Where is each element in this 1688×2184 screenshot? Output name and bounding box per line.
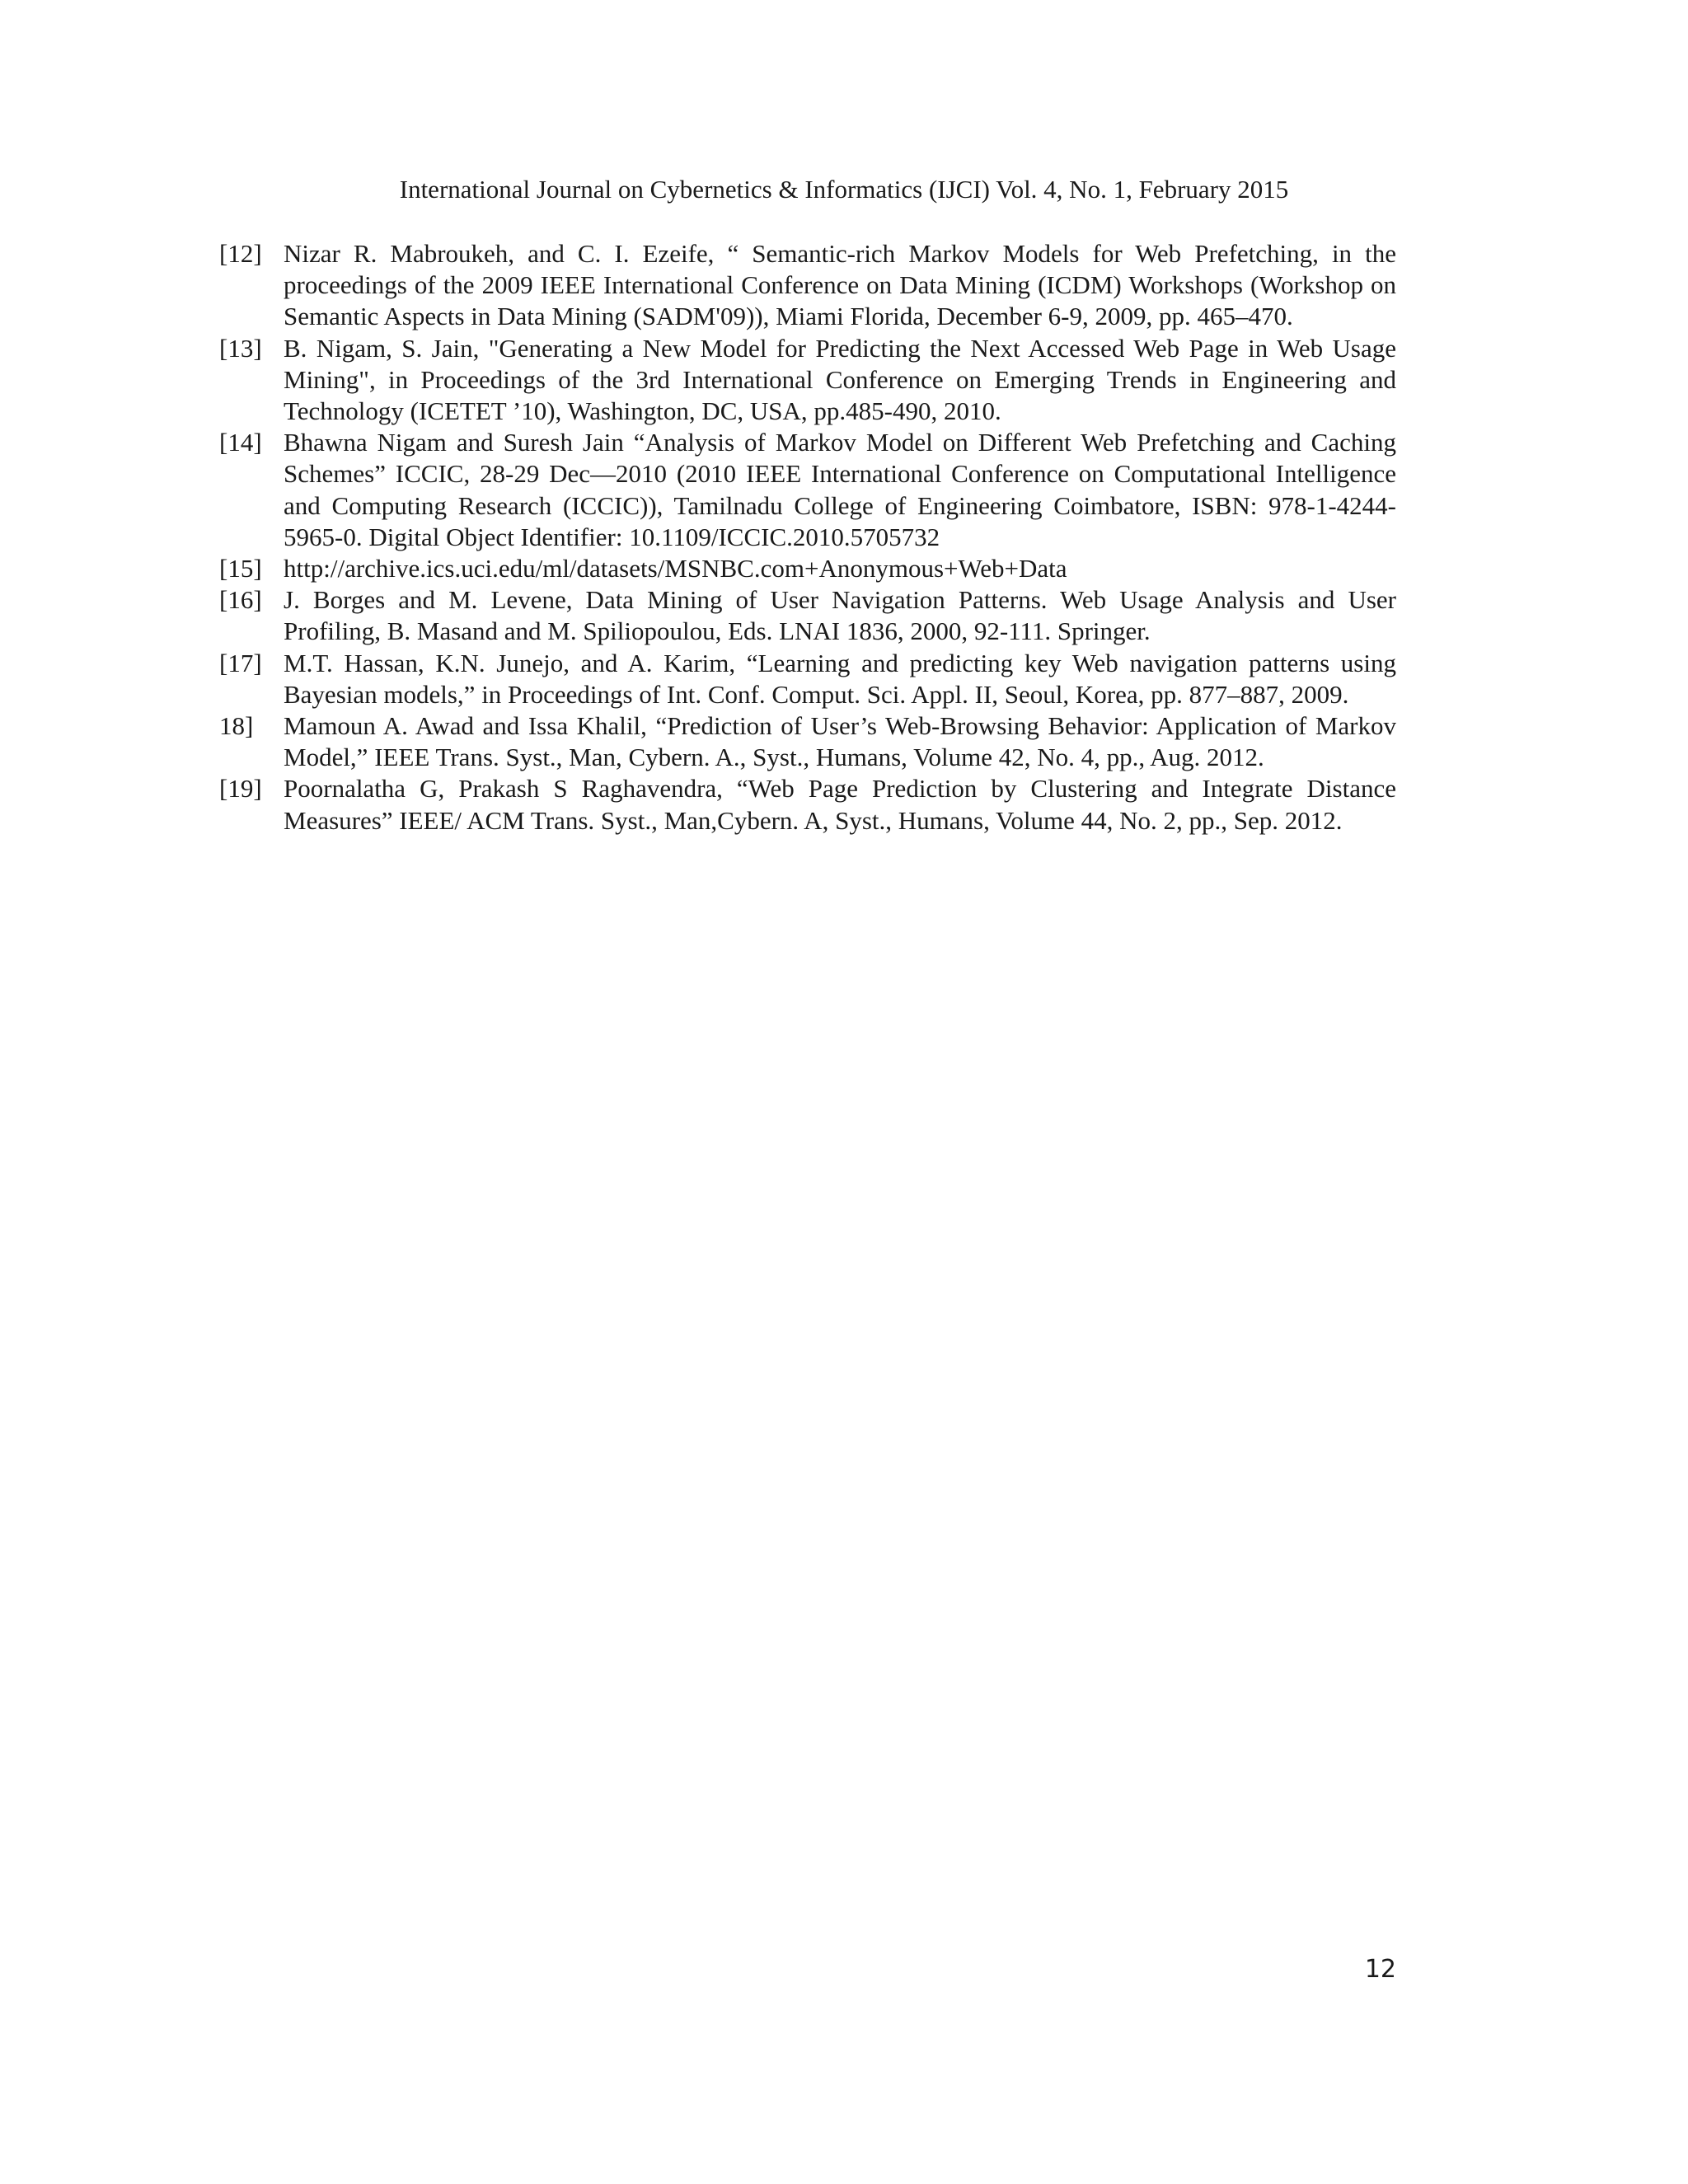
reference-text: M.T. Hassan, K.N. Junejo, and A. Karim, “Learning and predicting key Web navigation patterns using Bayesian models,” in Proceedings of Int. Conf. Comput. Sci. Appl. II, Seoul, Korea, pp. 877–887, 2009. <box>284 648 1396 709</box>
reference-item <box>219 427 1396 553</box>
reference-number: [19] <box>219 774 262 804</box>
reference-item <box>219 333 1396 428</box>
reference-number: [15] <box>219 554 262 583</box>
reference-text: Poornalatha G, Prakash S Raghavendra, “Web Page Prediction by Clustering and Integrate Distance Measures” IEEE/ ACM Trans. Syst., Man,Cybern. A, Syst., Humans, Volume 44, No. 2, pp., Sep. 2012. <box>284 774 1396 835</box>
reference-text: Mamoun A. Awad and Issa Khalil, “Prediction of User’s Web-Browsing Behavior: Application of Markov Model,” IEEE Trans. Syst., Man, Cybern. A., Syst., Humans, Volume 42, No. 4, pp., Aug. 2012. <box>284 711 1396 772</box>
reference-number: [17] <box>219 648 262 677</box>
reference-text: Nizar R. Mabroukeh, and C. I. Ezeife, “ Semantic-rich Markov Models for Web Prefetching, in the proceedings of the 2009 IEEE International Conference on Data Mining (ICDM) Workshops (Workshop on Semantic Aspects in Data Mining (SADM'09)), Miami Florida, December 6-9, 2009, pp. 465–470. <box>284 239 1396 331</box>
reference-url: http://archive.ics.uci.edu/ml/datasets/MSNBC.com+Anonymous+Web+Data <box>284 554 1067 583</box>
reference-list <box>219 238 1396 837</box>
reference-number: [13] <box>219 333 262 363</box>
reference-item <box>219 710 1396 773</box>
reference-text: Bhawna Nigam and Suresh Jain “Analysis of Markov Model on Different Web Prefetching and Caching Schemes” ICCIC, 28-29 Dec—2010 (2010 IEEE International Conference on Computational Intelligence and Computing Research (ICCIC)), Tamilnadu College of Engineering Coimbatore, ISBN: 978-1-4244-5965-0. Digital Object Identifier: 10.1109/ICCIC.2010.5705732 <box>284 428 1396 551</box>
reference-item <box>219 584 1396 647</box>
reference-number: [16] <box>219 585 262 615</box>
reference-item <box>219 238 1396 333</box>
reference-item <box>219 773 1396 836</box>
page-number: 12 <box>1364 1955 1396 1984</box>
reference-item <box>219 553 1396 584</box>
reference-number: [14] <box>219 428 262 457</box>
running-header: International Journal on Cybernetics & Informatics (IJCI) Vol. 4, No. 1, February 2015 <box>399 175 1289 204</box>
reference-text: B. Nigam, S. Jain, "Generating a New Model for Predicting the Next Accessed Web Page in Web Usage Mining", in Proceedings of the 3rd International Conference on Emerging Trends in Engineering and Technology (ICETET ’10), Washington, DC, USA, pp.485-490, 2010. <box>284 333 1396 426</box>
reference-text: J. Borges and M. Levene, Data Mining of User Navigation Patterns. Web Usage Analysis and User Profiling, B. Masand and M. Spiliopoulou, Eds. LNAI 1836, 2000, 92-111. Springer. <box>284 585 1396 646</box>
reference-number: [12] <box>219 239 262 268</box>
reference-item <box>219 648 1396 710</box>
reference-number: 18] <box>219 711 254 741</box>
